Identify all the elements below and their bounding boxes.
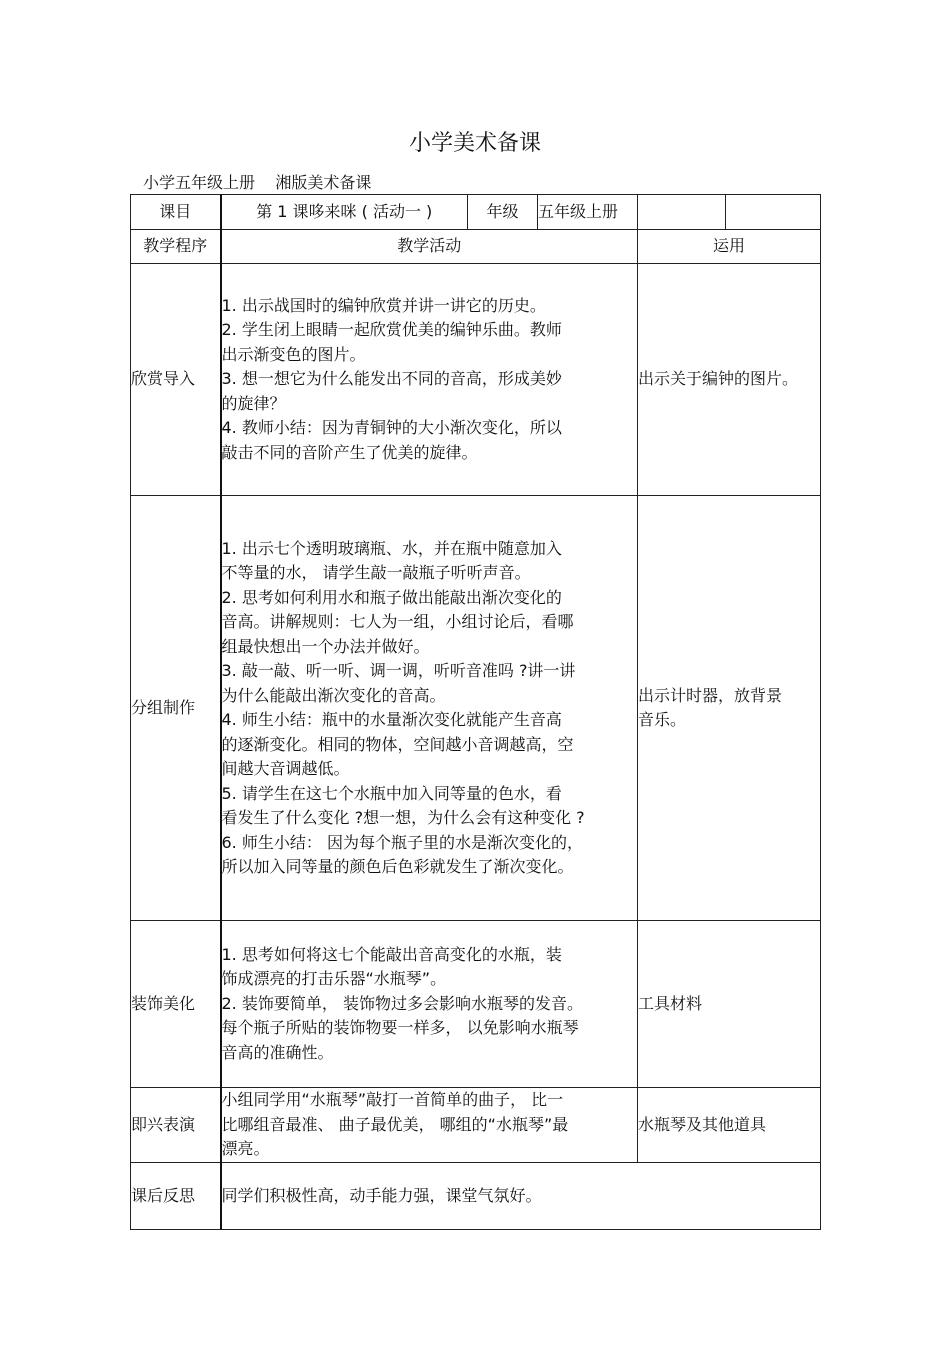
activity-line: 饰成漂亮的打击乐器“水瓶琴”。 [221, 969, 447, 989]
activity-line: 小组同学用“水瓶琴”敲打一首简单的曲子， 比一 [221, 1090, 564, 1110]
activity-cell [221, 1163, 821, 1230]
empty-cell [638, 195, 726, 230]
page-subtitle: 小学五年级上册 湘版美术备课 [143, 173, 372, 192]
activity-cell [221, 921, 638, 1088]
column-header-row [131, 230, 821, 264]
table-row [131, 264, 821, 496]
activity-line: 3. 想一想它为什么能发出不同的音高，形成美妙 [221, 369, 562, 389]
activity-line: 2. 装饰要简单， 装饰物过多会影响水瓶琴的发音。 [221, 993, 583, 1013]
usage-line: 水瓶琴及其他道具 [638, 1114, 767, 1134]
header-row [131, 195, 821, 230]
grade-label: 年级 [468, 195, 538, 230]
activity-line: 出示渐变色的图片。 [221, 344, 366, 364]
step-label: 即兴表演 [131, 1088, 221, 1163]
column-header-procedure: 教学程序 [131, 230, 221, 264]
lesson-plan-table [130, 194, 821, 1230]
activity-line: 音高的准确性。 [221, 1042, 334, 1062]
activity-line: 组最快想出一个办法并做好。 [221, 636, 430, 656]
activity-line: 音高。讲解规则：七人为一组，小组讨论后，看哪 [221, 612, 574, 631]
lesson-label: 课目 [131, 195, 221, 230]
table-row [131, 921, 821, 1088]
step-label: 装饰美化 [131, 921, 221, 1088]
activity-line: 所以加入同等量的颜色后色彩就发生了渐次变化。 [221, 857, 574, 876]
activity-line: 5. 请学生在这七个水瓶中加入同等量的色水，看 [221, 783, 562, 803]
activity-line: 敲击不同的音阶产生了优美的旋律。 [221, 442, 478, 462]
activity-line: 3. 敲一敲、听一听、调一调，听听音准吗 ?讲一讲 [221, 661, 576, 680]
activity-line: 4. 教师小结：因为青铜钟的大小渐次变化，所以 [221, 418, 562, 438]
usage-cell [638, 264, 821, 496]
activity-line: 每个瓶子所贴的装饰物要一样多， 以免影响水瓶琴 [221, 1018, 579, 1038]
column-header-usage: 运用 [638, 230, 821, 264]
usage-line: 工具材料 [638, 993, 703, 1013]
activity-cell [221, 264, 638, 496]
page-title: 小学美术备课 [408, 131, 541, 156]
activity-line: 间越大音调越低。 [221, 759, 350, 778]
step-label: 课后反思 [131, 1163, 221, 1230]
activity-line: 同学们积极性高，动手能力强，课堂气氛好。 [221, 1185, 542, 1205]
activity-cell [221, 496, 638, 921]
usage-cell [638, 496, 821, 921]
activity-line: 1. 出示战国时的编钟欣赏并讲一讲它的历史。 [221, 295, 546, 315]
usage-line: 出示计时器，放背景 [638, 685, 783, 705]
activity-line: 2. 思考如何利用水和瓶子做出能敲出渐次变化的 [221, 587, 562, 607]
step-label: 分组制作 [131, 496, 221, 921]
activity-line: 4. 师生小结：瓶中的水量渐次变化就能产生音高 [221, 710, 562, 729]
activity-line: 的旋律？ [221, 393, 286, 413]
activity-line: 为什么能敲出渐次变化的音高。 [221, 685, 446, 705]
activity-line: 比哪组音最准、 曲子最优美， 哪组的“水瓶琴”最 [221, 1114, 569, 1134]
activity-line: 1. 思考如何将这七个能敲出音高变化的水瓶，装 [221, 944, 562, 964]
activity-line: 2. 学生闭上眼睛一起欣赏优美的编钟乐曲。教师 [221, 320, 562, 340]
lesson-value: 第 1 课哆来咪 ( 活动一 ) [221, 195, 468, 230]
step-label: 欣赏导入 [131, 264, 221, 496]
activity-line: 6. 师生小结： 因为每个瓶子里的水是渐次变化的， [221, 832, 583, 852]
usage-cell [638, 921, 821, 1088]
activity-line: 的逐渐变化。相同的物体，空间越小音调越高，空 [221, 734, 574, 754]
table-row [131, 1163, 821, 1230]
activity-line: 1. 出示七个透明玻璃瓶、水，并在瓶中随意加入 [221, 538, 562, 558]
grade-value: 五年级上册 [538, 195, 638, 230]
table-row [131, 1088, 821, 1163]
activity-line: 漂亮。 [221, 1139, 270, 1159]
usage-cell [638, 1088, 821, 1163]
activity-line: 不等量的水， 请学生敲一敲瓶子听听声音。 [221, 563, 531, 582]
activity-line: 看发生了什么变化 ?想一想，为什么会有这种变化 ? [221, 808, 585, 827]
activity-cell [221, 1088, 638, 1163]
column-header-activity: 教学活动 [221, 230, 638, 264]
usage-line: 出示关于编钟的图片。 [638, 369, 799, 389]
usage-line: 音乐。 [638, 710, 687, 729]
table-row [131, 496, 821, 921]
empty-cell [726, 195, 821, 230]
